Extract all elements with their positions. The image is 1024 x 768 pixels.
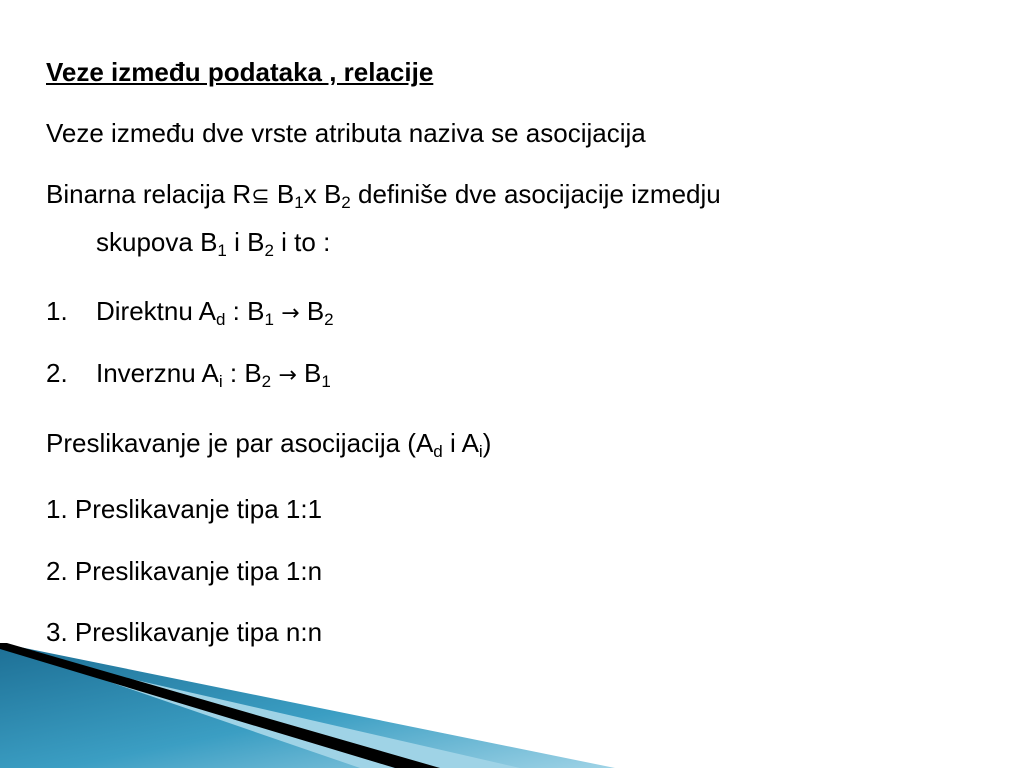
cont-suffix: i to :: [281, 227, 331, 257]
binary-sub1: 1: [294, 193, 304, 212]
binary-prefix: Binarna relacija R: [46, 179, 252, 209]
mapping-mid: i A: [450, 428, 479, 458]
binary-b2: B: [323, 179, 342, 209]
mapping-sub-i: i: [478, 442, 483, 461]
inverse-s1: 2: [261, 372, 272, 391]
mapping-close: ): [482, 428, 492, 458]
mapping-prefix: Preslikavanje je par asocijacija (A: [46, 428, 434, 458]
direct-sub: d: [215, 310, 226, 329]
binary-suffix: definiše dve asocijacije izmedju: [357, 179, 721, 209]
direct-b: B: [306, 296, 325, 326]
binary-relation-line: [46, 178, 721, 213]
mapping-sub-d: d: [433, 442, 443, 461]
inverse-number: 2.: [46, 358, 68, 388]
mapping-definition-line: [46, 427, 491, 459]
arrow-icon: →: [281, 301, 300, 326]
inverse-sub: i: [218, 372, 223, 391]
binary-sub2: 2: [341, 193, 351, 212]
binary-x: x: [303, 179, 317, 209]
subset-symbol: ⊆: [251, 184, 270, 209]
inverse-s2: 1: [321, 372, 331, 391]
cont-prefix: skupova B: [96, 227, 218, 257]
arrow-icon: →: [278, 363, 297, 388]
inverse-association-item: [46, 357, 331, 392]
mapping-type-2: 2. Preslikavanje tipa 1:n: [46, 556, 323, 586]
binary-continuation-line: [96, 226, 330, 258]
direct-label: Direktnu A: [96, 296, 216, 326]
direct-colon: : B: [232, 296, 265, 326]
corner-decoration: [0, 643, 640, 768]
direct-association-item: [46, 295, 334, 330]
inverse-colon: : B: [229, 358, 262, 388]
inverse-b: B: [304, 358, 322, 388]
inverse-label: Inverznu A: [96, 358, 219, 388]
cont-sub1: 1: [217, 241, 227, 260]
mapping-type-1: 1. Preslikavanje tipa 1:1: [46, 494, 323, 524]
direct-number: 1.: [46, 296, 68, 326]
mapping-type-3: 3. Preslikavanje tipa n:n: [46, 617, 323, 647]
direct-s1: 1: [264, 310, 274, 329]
slide-title: Veze između podataka , relacije: [46, 57, 434, 87]
direct-s2: 2: [324, 310, 334, 329]
cont-i: i B: [234, 227, 265, 257]
association-line: Veze između dve vrste atributa naziva se asocijacija: [46, 118, 646, 148]
cont-sub2: 2: [264, 241, 274, 260]
binary-b1: B: [276, 179, 295, 209]
